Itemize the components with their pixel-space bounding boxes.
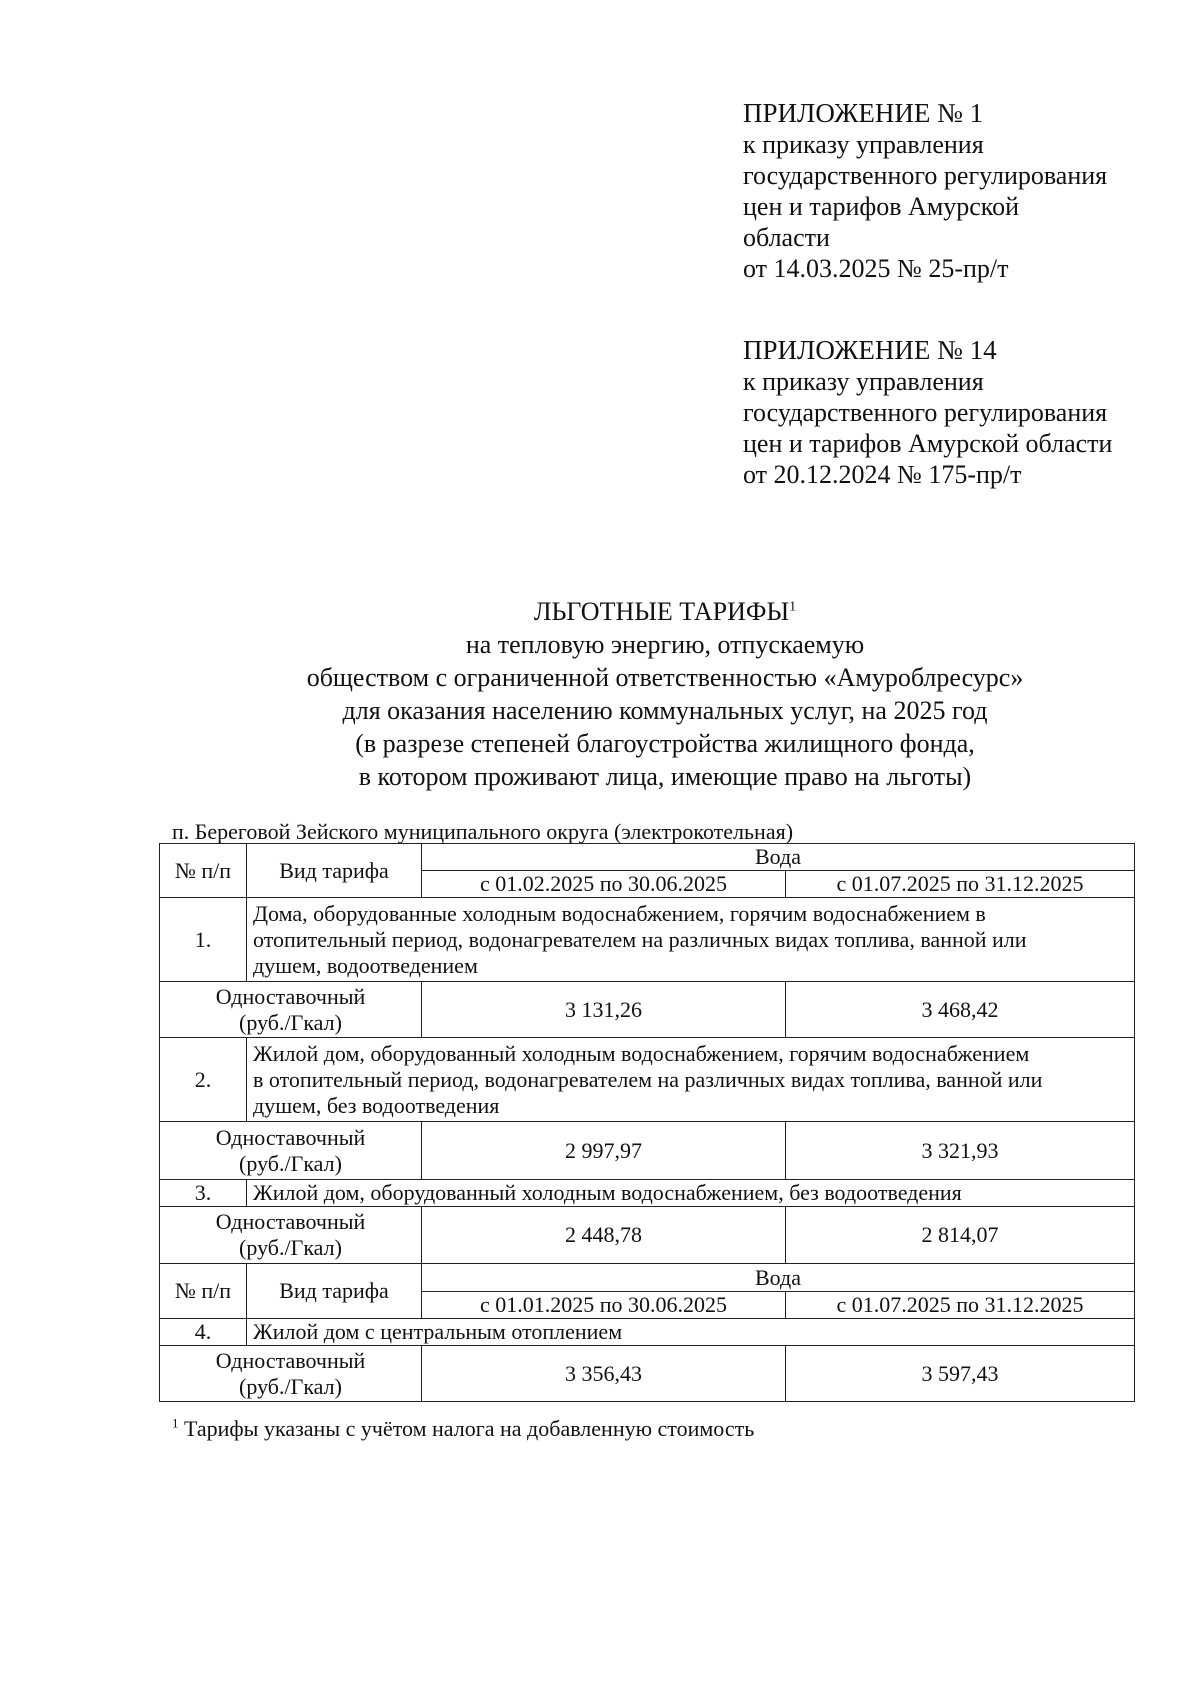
appendix-1-line: государственного регулирования — [743, 161, 1108, 190]
title-line: для оказания населению коммунальных услуг, на 2025 год — [342, 696, 988, 725]
section-description — [247, 898, 1135, 982]
section-desc-line: Дома, оборудованные холодным водоснабжением, горячим водоснабжением в — [253, 900, 986, 926]
table-value-row — [160, 1207, 1135, 1264]
tariff-label — [160, 1207, 422, 1264]
table-section-row — [160, 1319, 1135, 1346]
header-period-2: с 01.07.2025 по 31.12.2025 — [786, 871, 1135, 898]
appendix-1-line: области — [743, 223, 830, 252]
section-description — [247, 1180, 1135, 1207]
header-period-1: с 01.02.2025 по 30.06.2025 — [422, 871, 786, 898]
footnote — [172, 1416, 754, 1442]
footnote-mark: 1 — [172, 1415, 179, 1431]
title-line: обществом с ограниченной ответственностью «Амуроблресурс» — [306, 663, 1024, 692]
header-num: № п/п — [160, 844, 247, 898]
table-header-row — [160, 844, 1135, 871]
header-period-2: с 01.07.2025 по 31.12.2025 — [786, 1292, 1135, 1319]
table-section-row — [160, 1180, 1135, 1207]
appendix-1-line: цен и тарифов Амурской — [743, 192, 1020, 221]
title-main-line — [220, 595, 1110, 628]
tariff-label-line: Одноставочный — [215, 1124, 366, 1150]
section-desc-line: Жилой дом, оборудованный холодным водоснабжением, без водоотведения — [253, 1180, 962, 1205]
tariff-label-unit: (руб./Гкал) — [239, 1009, 342, 1035]
section-description — [247, 1319, 1135, 1346]
header-tariff-type: Вид тарифа — [247, 1264, 422, 1319]
tariff-value: 3 468,42 — [786, 982, 1135, 1038]
section-description — [247, 1038, 1135, 1122]
appendix-1-line: от 14.03.2025 № 25-пр/т — [743, 254, 1009, 283]
appendix-14-line: от 20.12.2024 № 175-пр/т — [743, 460, 1022, 489]
tariff-value: 3 321,93 — [786, 1122, 1135, 1180]
header-num: № п/п — [160, 1264, 247, 1319]
tariff-label-unit: (руб./Гкал) — [239, 1150, 342, 1176]
appendix-14-line: к приказу управления — [743, 367, 984, 396]
tariff-value: 3 131,26 — [422, 982, 786, 1038]
title-line: (в разрезе степеней благоустройства жилищного фонда, — [355, 729, 975, 758]
footnote-text: Тарифы указаны с учётом налога на добавленную стоимость — [184, 1416, 755, 1441]
section-desc-line: Жилой дом с центральным отоплением — [253, 1319, 623, 1344]
table-section-row — [160, 898, 1135, 982]
location-caption: п. Береговой Зейского муниципального округа (электрокотельная) — [172, 819, 794, 844]
tariff-label-line: Одноставочный — [215, 1209, 366, 1234]
tariff-label — [160, 982, 422, 1038]
section-num: 2. — [160, 1038, 247, 1122]
tariff-label-unit: (руб./Гкал) — [239, 1373, 342, 1399]
tariff-value: 3 597,43 — [786, 1346, 1135, 1402]
header-period-1: с 01.01.2025 по 30.06.2025 — [422, 1292, 786, 1319]
appendix-14-heading: ПРИЛОЖЕНИЕ № 14 — [743, 335, 997, 365]
tariff-label-unit: (руб./Гкал) — [239, 1235, 342, 1260]
document-title — [220, 595, 1110, 793]
appendix-14-line: цен и тарифов Амурской области — [743, 429, 1113, 458]
title-line: на тепловую энергию, отпускаемую — [465, 630, 865, 659]
appendix-14-line: государственного регулирования — [743, 398, 1108, 427]
table-value-row — [160, 1346, 1135, 1402]
table-section-row — [160, 1038, 1135, 1122]
table-header-row — [160, 1264, 1135, 1292]
title-main: ЛЬГОТНЫЕ ТАРИФЫ — [533, 597, 790, 626]
header-tariff-type: Вид тарифа — [247, 844, 422, 898]
tariff-label-line: Одноставочный — [215, 983, 366, 1009]
section-desc-line: Жилой дом, оборудованный холодным водоснабжением, горячим водоснабжением — [253, 1040, 1030, 1066]
tariff-label — [160, 1346, 422, 1402]
appendix-14-header — [743, 335, 1173, 490]
appendix-1-line: к приказу управления — [743, 130, 984, 159]
header-group-water: Вода — [422, 844, 1135, 871]
section-desc-line: отопительный период, водонагревателем на различных видах топлива, ванной или — [253, 926, 1027, 952]
table-value-row — [160, 1122, 1135, 1180]
section-desc-line: в отопительный период, водонагревателем на различных видах топлива, ванной или — [253, 1066, 1043, 1092]
section-num: 4. — [160, 1319, 247, 1346]
tariff-value: 2 814,07 — [786, 1207, 1135, 1264]
title-line: в котором проживают лица, имеющие право на льготы) — [358, 762, 972, 791]
header-group-water: Вода — [422, 1264, 1135, 1292]
tariff-label-line: Одноставочный — [215, 1347, 366, 1373]
tariff-value: 2 997,97 — [422, 1122, 786, 1180]
appendix-1-heading: ПРИЛОЖЕНИЕ № 1 — [743, 98, 984, 128]
table-value-row — [160, 982, 1135, 1038]
tariff-value: 2 448,78 — [422, 1207, 786, 1264]
tariff-label — [160, 1122, 422, 1180]
section-num: 3. — [160, 1180, 247, 1207]
section-desc-line: душем, водоотведением — [253, 952, 478, 978]
appendix-1-header — [743, 98, 1173, 284]
section-num: 1. — [160, 898, 247, 982]
tariff-table — [159, 843, 1135, 1402]
section-desc-line: душем, без водоотведения — [253, 1092, 500, 1118]
tariff-value: 3 356,43 — [422, 1346, 786, 1402]
title-footnote-mark: 1 — [789, 599, 797, 615]
